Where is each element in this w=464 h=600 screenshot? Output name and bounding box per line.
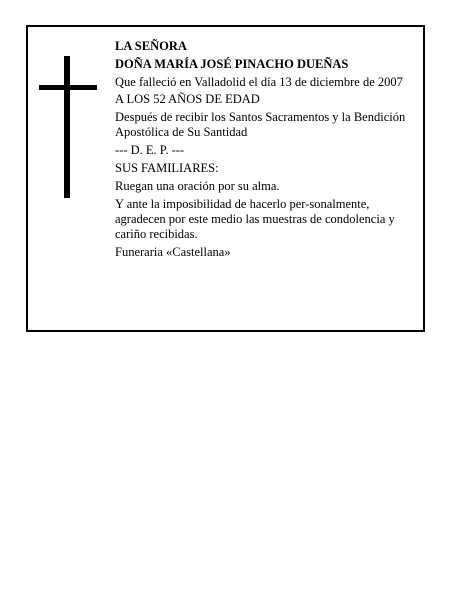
age-line: A LOS 52 AÑOS DE EDAD [115, 92, 260, 107]
funeral-home-line: Funeraria «Castellana» [115, 244, 231, 259]
title-line: LA SEÑORA [115, 39, 187, 53]
death-date-line: Que falleció en Valladolid el día 13 de diciembre de 2007 [115, 74, 403, 89]
deceased-name: DOÑA MARÍA JOSÉ PINACHO DUEÑAS [115, 56, 349, 71]
dep-line: --- D. E. P. --- [115, 143, 185, 158]
obituary-notice [26, 25, 425, 332]
sacraments-line: Después de recibir los Santos Sacramentos y la Bendición Apostólica de Su Santidad [115, 110, 406, 140]
prayer-line: Ruegan una oración por su alma. [115, 178, 280, 193]
obituary-text [115, 39, 423, 263]
cross-vertical-bar [64, 56, 70, 198]
family-heading: SUS FAMILIARES: [115, 160, 219, 175]
thanks-line: Y ante la imposibilidad de hacerlo per-sonalmente, agradecen por este medio las muestras de condolencia y cariño recibidas. [115, 196, 395, 241]
cross-horizontal-bar [39, 85, 97, 90]
